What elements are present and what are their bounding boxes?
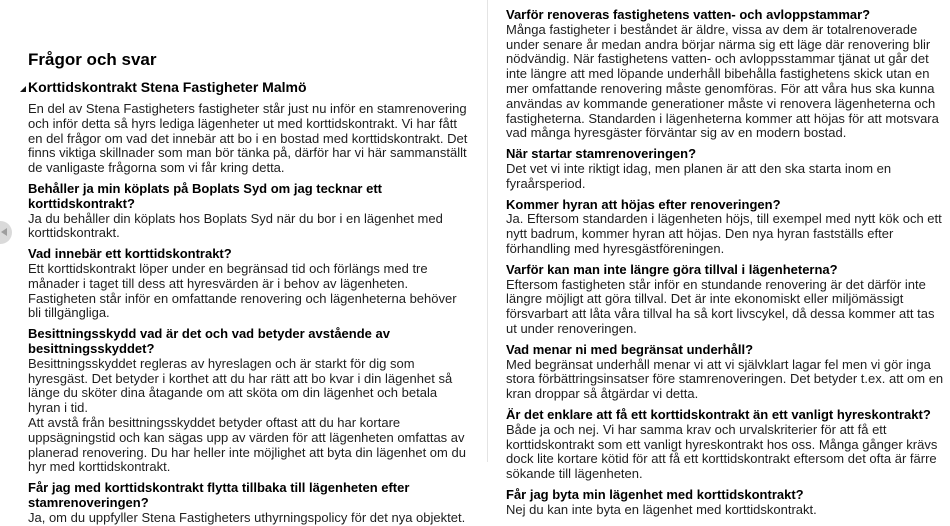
faq-item xyxy=(506,408,946,482)
intro-paragraph: En del av Stena Fastigheters fastigheter står just nu inför en stamrenovering och inför detta så hyrs lediga lägenheter ut med korttidskontrakt. Vi har fått en del frågor om vad det innebär att bo i en bostad med korttidskontrakt. Det finns viktiga skillnader som man bör tänka på, därför har vi här sammanställt de vanligaste frågorna som vi får kring detta. xyxy=(28,101,468,176)
right-column xyxy=(506,8,946,518)
faq-question: Kommer hyran att höjas efter renoveringen? xyxy=(506,196,781,212)
collapse-triangle-icon xyxy=(20,86,26,92)
faq-question: Vad menar ni med begränsat underhåll? xyxy=(506,341,754,357)
faq-item xyxy=(506,263,946,337)
faq-question: Besittningsskydd vad är det och vad betyder avstående av besittningsskyddet? xyxy=(28,326,390,356)
faq-item xyxy=(506,147,946,191)
faq-answer: Ett korttidskontrakt löper under en begränsad tid och förlängs med tre månader i taget till dess att hyresvärden är i behov av lägenheten. Fastigheten står inför en omfattande renovering och lägenheterna behöver bli tillgängliga. xyxy=(28,260,457,321)
faq-question: Varför renoveras fastighetens vatten- och avloppstammar? xyxy=(506,7,871,22)
left-column xyxy=(28,50,472,526)
faq-answer: Många fastigheter i beståndet är äldre, vissa av dem är totalrenoverade under senare år medan andra börjar närma sig ett läge där renovering blir nödvändig. När fastighetens vatten- och avloppsstammar tjänat ut går det inte längre att med löpande underhåll bibehålla fastighetens skick utan en mer omfattande renovering måste genomföras. För att våra hus ska kunna användas av kommande generationer måste vi renovera lägenheterna och fastigheterna. Standarden i lägenheterna kommer att höjas för att motsvara vad många hyresgäster förväntar sig av en modern bostad. xyxy=(506,21,939,141)
faq-answer: Att avstå från besittningsskyddet betyder oftast att du har kortare uppsägningstid och kan sägas upp av värden för att lägenheten omfattas av planerad renovering. Du har heller inte möjlighet att byta din lägenhet om du hyr med korttidskontrakt. xyxy=(28,414,466,475)
faq-item xyxy=(28,247,472,321)
faq-question: Vad innebär ett korttidskontrakt? xyxy=(28,246,232,262)
faq-item xyxy=(506,488,946,518)
faq-item xyxy=(506,343,946,402)
accordion-section-header[interactable] xyxy=(20,80,472,95)
faq-answer: Eftersom fastigheten står inför en stundande renovering är det därför inte längre möjligt att göra tillval. Det är inte ekonomiskt eller miljömässigt försvarbart att låta våra tillval ha så kort livscykel, då dessa kommer att tas ut under renoveringen. xyxy=(506,276,935,336)
faq-answer: Med begränsat underhåll menar vi att vi självklart lagar fel men vi gör inga stora förbättringsinsatser före stamrenoveringen. Det betyder t.ex. att om en kran droppar så åtgärdar vi detta. xyxy=(506,356,944,402)
faq-question: Får jag med korttidskontrakt flytta tillbaka till lägenheten efter stamrenoveringen? xyxy=(28,480,410,510)
page-title: Frågor och svar xyxy=(28,50,157,69)
faq-question: När startar stamrenoveringen? xyxy=(506,146,697,162)
faq-question: Behåller ja min köplats på Boplats Syd om jag tecknar ett korttidskontrakt? xyxy=(28,180,382,211)
carousel-previous-button[interactable] xyxy=(0,221,12,244)
faq-answer: Nej du kan inte byta en lägenhet med korttidskontrakt. xyxy=(506,501,817,517)
section-title: Korttidskontrakt Stena Fastigheter Malmö xyxy=(28,79,307,95)
faq-item xyxy=(28,182,472,241)
faq-question: Får jag byta min lägenhet med korttidskontrakt? xyxy=(506,486,804,502)
left-arrow-icon xyxy=(1,228,7,236)
faq-answer: Både ja och nej. Vi har samma krav och urvalskriterier för att få ett korttidskontrakt som ett vanligt hyreskontrakt hos oss. Många gånger krävs dock lite kortare kötid för att få ett korttidskontrakt eftersom det ofta är färre sökande till lägenheten. xyxy=(506,421,938,482)
faq-answer: Besittningsskyddet regleras av hyreslagen och är starkt för dig som hyresgäst. Det betyder i korthet att du har rätt att bo kvar i din lägenhet så länge du sköter dina åtagande om att sköta om din lägenhet och betala hyran i tid. xyxy=(28,355,453,416)
faq-question: Varför kan man inte längre göra tillval i lägenheterna? xyxy=(506,261,838,277)
faq-item xyxy=(28,481,472,525)
faq-question: Är det enklare att få ett korttidskontrakt än ett vanligt hyreskontrakt? xyxy=(506,406,931,422)
faq-item xyxy=(28,327,472,475)
faq-answer: Ja. Eftersom standarden i lägenheten höjs, till exempel med nytt kök och ett nytt badrum, kommer hyran att höjas. Den nya hyran fastställs efter förhandling med hyresgästföreningen. xyxy=(506,211,942,256)
faq-item xyxy=(506,8,946,141)
faq-item xyxy=(506,198,946,257)
faq-answer: Ja du behåller din köplats hos Boplats Syd när du bor i en lägenhet med korttidskontrakt. xyxy=(28,210,443,241)
faq-answer: Det vet vi inte riktigt idag, men planen är att den ska starta inom en fyraårsperiod. xyxy=(506,160,892,191)
column-divider xyxy=(487,0,488,462)
faq-answer: Ja, om du uppfyller Stena Fastigheters uthyrningspolicy för det nya objektet. xyxy=(28,509,466,525)
